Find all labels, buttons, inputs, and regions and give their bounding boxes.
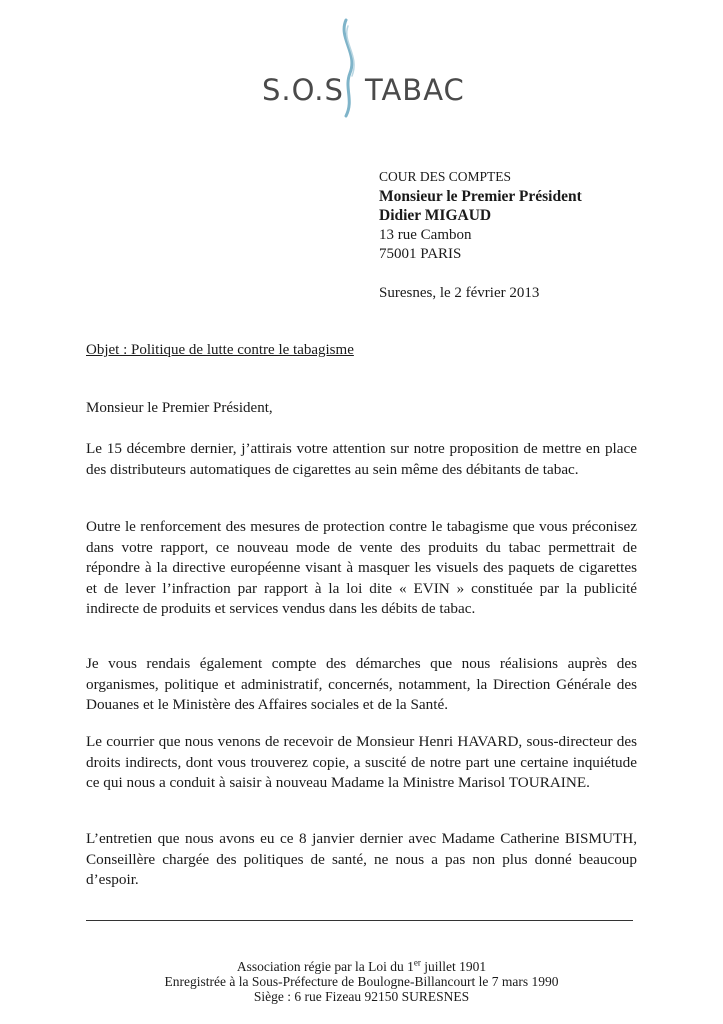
- logo-text-tabac: TABAC: [365, 73, 465, 107]
- letter-salutation: Monsieur le Premier Président,: [86, 400, 273, 416]
- logo-swirl-icon: [336, 18, 366, 118]
- footer-line-3: Siège : 6 rue Fizeau 92150 SURESNES: [253, 989, 470, 1004]
- footer-line-2: Enregistrée à la Sous-Préfecture de Boulogne-Billancourt le 7 mars 1990: [164, 974, 559, 989]
- logo-text-sos: S.O.S: [262, 73, 344, 107]
- recipient-name: Didier MIGAUD: [379, 207, 492, 224]
- recipient-org: COUR DES COMPTES: [379, 169, 512, 184]
- body-paragraph-2: Outre le renforcement des mesures de protection contre le tabagisme que vous préconisez dans votre rapport, ce nouveau mode de vente des produits du tabac permettrait de répondre à la directive européenne visant à masquer les visuels des paquets de cigarettes et de lever l’infraction par rapport à la loi dite « EVIN » constituée par la publicité indirecte de produits et services vendus dans les débits de tabac.: [86, 518, 637, 617]
- recipient-city: 75001 PARIS: [379, 246, 462, 262]
- body-paragraph-3: Je vous rendais également compte des démarches que nous réalisions auprès des organismes, politique et administratif, concernés, notamment, la Direction Générale des Douanes et le Ministère des Affaires sociales et de la Santé.: [86, 655, 637, 713]
- body-paragraph-5: L’entretien que nous avons eu ce 8 janvier dernier avec Madame Catherine BISMUTH, Conseillère chargée des politiques de santé, ne nous a pas non plus donné beaucoup d’espoir.: [86, 830, 637, 888]
- body-paragraph-1: Le 15 décembre dernier, j’attirais votre attention sur notre proposition de mettre en place des distributeurs automatiques de cigarettes au sein même des débitants de tabac.: [86, 440, 637, 478]
- footer-divider: [86, 920, 633, 921]
- footer-line-1-end: juillet 1901: [420, 959, 487, 974]
- footer-superscript: er: [413, 957, 421, 968]
- footer-line-1-text: Association régie par la Loi du 1: [236, 959, 414, 974]
- letterhead-footer: [0, 959, 723, 1004]
- footer-line-1: [0, 959, 723, 974]
- recipient-street: 13 rue Cambon: [379, 226, 472, 243]
- letter-date: Suresnes, le 2 février 2013: [379, 285, 540, 301]
- recipient-title: Monsieur le Premier Président: [379, 187, 582, 205]
- recipient-address: [379, 167, 582, 265]
- letter-subject: Objet : Politique de lutte contre le tabagisme: [86, 342, 354, 358]
- body-paragraph-4: Le courrier que nous venons de recevoir de Monsieur Henri HAVARD, sous-directeur des droits indirects, dont vous trouverez copie, a suscité de notre part une certaine inquiétude ce qui nous a conduit à saisir à nouveau Madame la Ministre Marisol TOURAINE.: [86, 733, 637, 791]
- sos-tabac-logo: [262, 18, 465, 118]
